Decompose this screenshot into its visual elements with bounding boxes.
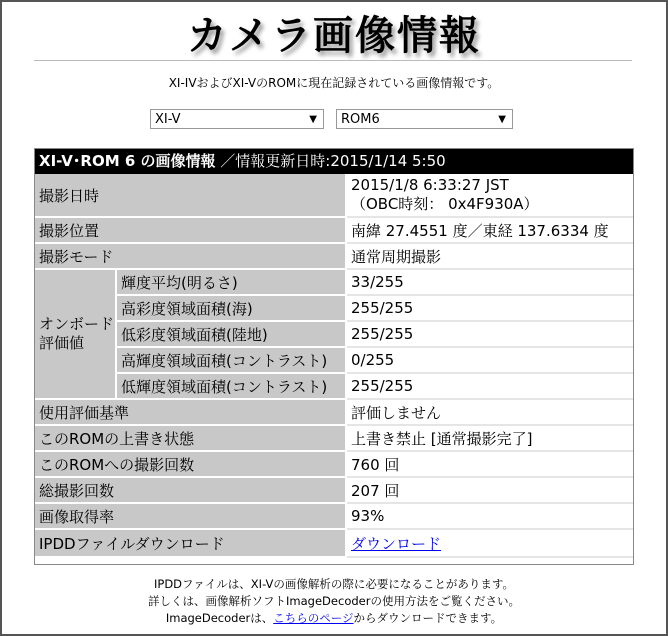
table-header-updated: ／情報更新日時:2015/1/14 5:50 <box>220 152 446 170</box>
dropdown-arrow-icon: ▼ <box>309 114 317 125</box>
criteria-label: 使用評価基準 <box>35 400 347 426</box>
criteria-value: 評価しません <box>347 400 633 426</box>
acquisition-rate-value: 93% <box>347 504 633 530</box>
ipdd-download-label: IPDDファイルダウンロード <box>35 530 347 558</box>
shot-time-value <box>347 174 633 218</box>
page-title: カメラ画像情報 <box>187 12 481 59</box>
footer-notes <box>0 576 668 627</box>
mode-label: 撮影モード <box>35 244 347 270</box>
footer-line-3-pre: ImageDecoderは、 <box>165 611 274 625</box>
eval-brightness-label: 輝度平均(明るさ) <box>117 270 347 296</box>
total-shot-count-value: 207 回 <box>347 478 633 504</box>
footer-line-2: 詳しくは、画像解析ソフトImageDecoderの使用方法をご覧ください。 <box>148 594 520 608</box>
onboard-eval-label-line2: 評価値 <box>39 334 85 352</box>
divider <box>34 60 632 61</box>
imagedecoder-page-link[interactable]: こちらのページ <box>273 611 354 625</box>
image-info-table <box>34 148 634 565</box>
overwrite-label: このROMの上書き状態 <box>35 426 347 452</box>
overwrite-value: 上書き禁止 [通常撮影完了] <box>347 426 633 452</box>
rom-select[interactable] <box>336 109 513 129</box>
position-label: 撮影位置 <box>35 218 347 244</box>
onboard-eval-label <box>35 270 117 400</box>
ipdd-download-cell <box>347 530 633 558</box>
position-value: 南緯 27.4551 度／東経 137.6334 度 <box>347 218 633 244</box>
satellite-select[interactable] <box>150 109 324 129</box>
eval-low-saturation-label: 低彩度領域面積(陸地) <box>117 322 347 348</box>
eval-high-saturation-value: 255/255 <box>347 296 633 322</box>
shot-time-obc: （OBC時刻： 0x4F930A） <box>351 195 539 213</box>
eval-brightness-value: 33/255 <box>347 270 633 296</box>
satellite-select-value: XI-V <box>155 112 181 127</box>
eval-low-brightness-value: 255/255 <box>347 374 633 400</box>
footer-line-1: IPDDファイルは、XI-Vの画像解析の際に必要になることがあります。 <box>154 577 514 591</box>
dropdown-arrow-icon: ▼ <box>498 114 506 125</box>
table-header <box>35 149 633 174</box>
ipdd-download-link[interactable]: ダウンロード <box>351 534 442 553</box>
rom-shot-count-value: 760 回 <box>347 452 633 478</box>
table-header-title: XI-V･ROM 6 の画像情報 <box>39 152 216 170</box>
intro-text: XI-IVおよびXI-VのROMに現在記録されている画像情報です。 <box>168 76 500 90</box>
rom-shot-count-label: このROMへの撮影回数 <box>35 452 347 478</box>
shot-time-label: 撮影日時 <box>35 174 347 218</box>
onboard-eval-label-line1: オンボード <box>39 315 115 333</box>
eval-high-brightness-value: 0/255 <box>347 348 633 374</box>
eval-low-saturation-value: 255/255 <box>347 322 633 348</box>
acquisition-rate-label: 画像取得率 <box>35 504 347 530</box>
eval-low-brightness-label: 低輝度領域面積(コントラスト) <box>117 374 347 400</box>
footer-line-3-post: からダウンロードできます。 <box>353 611 503 625</box>
footer-line-3 <box>0 610 668 627</box>
total-shot-count-label: 総撮影回数 <box>35 478 347 504</box>
eval-high-brightness-label: 高輝度領域面積(コントラスト) <box>117 348 347 374</box>
eval-high-saturation-label: 高彩度領域面積(海) <box>117 296 347 322</box>
rom-select-value: ROM6 <box>341 112 380 127</box>
shot-time-jst: 2015/1/8 6:33:27 JST <box>351 176 509 194</box>
mode-value: 通常周期撮影 <box>347 244 633 270</box>
